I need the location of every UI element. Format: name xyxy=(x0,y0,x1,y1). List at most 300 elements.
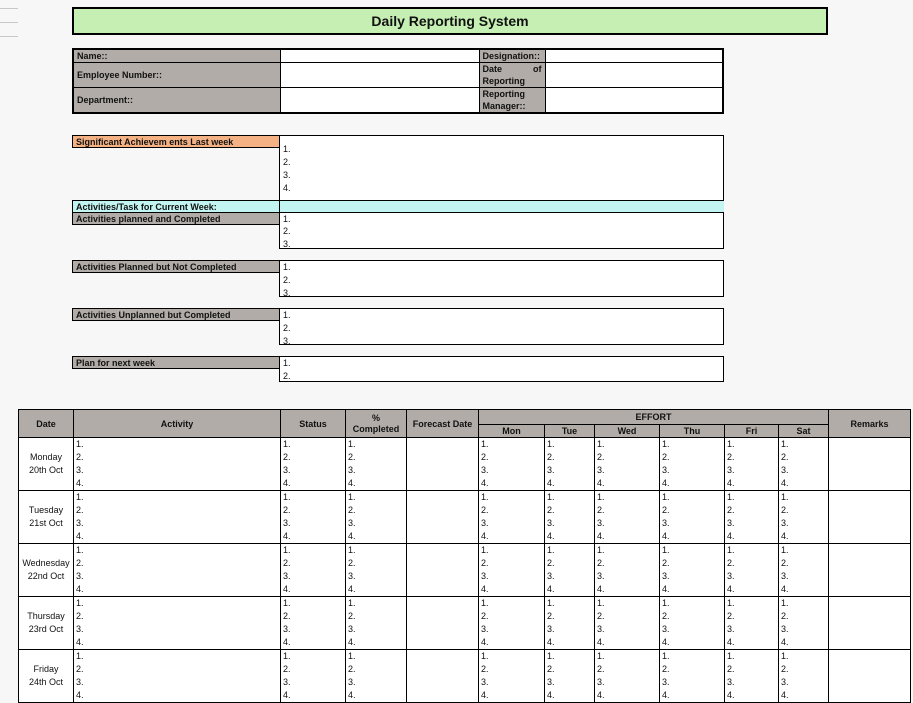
list-number: 1. xyxy=(283,358,291,368)
sat-column-header: Sat xyxy=(779,425,829,438)
table-cell[interactable] xyxy=(595,438,660,491)
list-number: 3. xyxy=(283,571,291,581)
list-number: 2. xyxy=(547,558,555,568)
table-cell[interactable] xyxy=(779,650,829,703)
table-cell[interactable] xyxy=(725,438,779,491)
table-cell[interactable] xyxy=(595,544,660,597)
list-number: 2. xyxy=(597,505,605,515)
list-number: 4. xyxy=(348,690,356,700)
table-cell[interactable] xyxy=(595,650,660,703)
designation-label: Designation:: xyxy=(479,49,545,62)
list-number: 4. xyxy=(283,584,291,594)
date-cell[interactable] xyxy=(19,544,74,597)
list-number: 1. xyxy=(662,439,670,449)
list-number: 3. xyxy=(283,624,291,634)
list-number: 1. xyxy=(481,545,489,555)
forecast-date-cell[interactable] xyxy=(407,491,479,544)
list-number: 3. xyxy=(283,518,291,528)
table-cell[interactable] xyxy=(479,544,545,597)
list-number: 1. xyxy=(781,439,789,449)
list-number: 1. xyxy=(597,598,605,608)
remarks-cell[interactable] xyxy=(829,597,911,650)
list-number: 1. xyxy=(727,492,735,502)
list-number: 2. xyxy=(727,452,735,462)
list-number: 3. xyxy=(481,624,489,634)
list-number: 2. xyxy=(481,664,489,674)
list-number: 2. xyxy=(781,664,789,674)
list-number: 4. xyxy=(547,531,555,541)
list-number: 4. xyxy=(547,637,555,647)
list-number: 3. xyxy=(76,677,84,687)
list-number: 2. xyxy=(76,452,84,462)
table-cell[interactable] xyxy=(545,597,595,650)
list-number: 1. xyxy=(597,492,605,502)
list-number: 1. xyxy=(597,439,605,449)
table-cell[interactable] xyxy=(346,544,407,597)
table-row xyxy=(19,597,911,650)
planned-completed-label: Activities planned and Completed xyxy=(72,212,280,225)
table-cell[interactable] xyxy=(725,597,779,650)
forecast-date-cell[interactable] xyxy=(407,650,479,703)
sheet-gridline xyxy=(0,36,18,37)
list-number: 1. xyxy=(348,545,356,555)
forecast-date-cell[interactable] xyxy=(407,438,479,491)
list-number: 2. xyxy=(781,505,789,515)
list-number: 2. xyxy=(597,452,605,462)
list-number: 3. xyxy=(348,677,356,687)
date-cell[interactable] xyxy=(19,597,74,650)
list-number: 2. xyxy=(283,452,291,462)
table-row xyxy=(19,491,911,544)
list-number: 1. xyxy=(727,598,735,608)
list-number: 2. xyxy=(597,664,605,674)
table-cell[interactable] xyxy=(281,650,346,703)
list-number: 3. xyxy=(662,677,670,687)
table-cell[interactable] xyxy=(479,650,545,703)
list-number: 1. xyxy=(547,492,555,502)
date-cell[interactable] xyxy=(19,438,74,491)
table-cell[interactable] xyxy=(281,544,346,597)
table-cell[interactable] xyxy=(545,650,595,703)
table-cell[interactable] xyxy=(74,438,281,491)
list-number: 2. xyxy=(76,558,84,568)
list-number: 1. xyxy=(283,214,291,224)
list-number: 1. xyxy=(283,439,291,449)
list-number: 4. xyxy=(76,690,84,700)
list-number: 2. xyxy=(547,611,555,621)
list-number: 3. xyxy=(283,465,291,475)
list-number: 1. xyxy=(76,439,84,449)
list-number: 2. xyxy=(76,611,84,621)
list-number: 1. xyxy=(481,651,489,661)
list-number: 4. xyxy=(662,478,670,488)
table-cell[interactable] xyxy=(346,650,407,703)
list-number: 2. xyxy=(283,275,291,285)
sheet-gridline xyxy=(0,8,18,9)
department-label: Department:: xyxy=(73,87,280,113)
list-number: 4. xyxy=(662,531,670,541)
list-number: 4. xyxy=(481,690,489,700)
day-name: Monday xyxy=(29,452,63,462)
list-number: 1. xyxy=(662,545,670,555)
list-number: 4. xyxy=(348,531,356,541)
forecast-date-column-header: Forecast Date xyxy=(407,410,479,438)
employee-number-field[interactable] xyxy=(280,62,479,87)
list-number: 4. xyxy=(781,531,789,541)
name-field[interactable] xyxy=(280,49,479,62)
list-number: 2. xyxy=(283,558,291,568)
list-number: 3. xyxy=(348,571,356,581)
employee-number-label: Employee Number:: xyxy=(73,62,280,87)
list-number: 3. xyxy=(727,465,735,475)
designation-field[interactable] xyxy=(545,49,723,62)
list-number: 4. xyxy=(481,531,489,541)
list-number: 2. xyxy=(662,505,670,515)
list-number: 4. xyxy=(283,690,291,700)
day-name: Tuesday xyxy=(28,505,64,515)
list-number: 1. xyxy=(283,651,291,661)
list-number: 1. xyxy=(662,598,670,608)
list-number: 2. xyxy=(283,505,291,515)
day-date: 23rd Oct xyxy=(28,624,64,634)
list-number: 1. xyxy=(547,651,555,661)
list-number: 2. xyxy=(662,452,670,462)
list-number: 2. xyxy=(727,611,735,621)
table-cell[interactable] xyxy=(660,544,725,597)
list-number: 2. xyxy=(662,664,670,674)
table-row xyxy=(19,544,911,597)
department-field[interactable] xyxy=(280,87,479,113)
reporting-manager-label: Reporting Manager:: xyxy=(479,87,545,113)
planned-completed-box[interactable] xyxy=(279,212,724,249)
day-date: 24th Oct xyxy=(28,677,64,687)
list-number: 4. xyxy=(597,531,605,541)
table-cell[interactable] xyxy=(74,544,281,597)
status-column-header: Status xyxy=(281,410,346,438)
date-cell[interactable] xyxy=(19,650,74,703)
list-number: 2. xyxy=(348,452,356,462)
list-number: 1. xyxy=(481,598,489,608)
list-number: 3. xyxy=(348,518,356,528)
unplanned-completed-box[interactable] xyxy=(279,308,724,345)
table-row xyxy=(19,438,911,491)
list-number: 4. xyxy=(781,478,789,488)
list-number: 2. xyxy=(481,452,489,462)
forecast-date-cell[interactable] xyxy=(407,597,479,650)
list-number: 2. xyxy=(481,611,489,621)
list-number: 4. xyxy=(481,478,489,488)
tue-column-header: Tue xyxy=(545,425,595,438)
list-number: 4. xyxy=(547,584,555,594)
table-cell[interactable] xyxy=(346,491,407,544)
list-number: 3. xyxy=(662,518,670,528)
planned-not-completed-label: Activities Planned but Not Completed xyxy=(72,260,280,273)
list-number: 1. xyxy=(481,492,489,502)
list-number: 3. xyxy=(597,518,605,528)
list-number: 1. xyxy=(283,545,291,555)
list-number: 2. xyxy=(283,323,291,333)
page-title: Daily Reporting System xyxy=(72,7,828,35)
list-number: 2. xyxy=(283,226,291,236)
list-number: 1. xyxy=(283,144,291,154)
list-number: 1. xyxy=(348,492,356,502)
list-number: 4. xyxy=(781,690,789,700)
list-number: 2. xyxy=(283,157,291,167)
list-number: 4. xyxy=(727,531,735,541)
list-number: 1. xyxy=(481,439,489,449)
table-cell[interactable] xyxy=(479,438,545,491)
table-cell[interactable] xyxy=(281,438,346,491)
list-number: 1. xyxy=(283,598,291,608)
list-number: 1. xyxy=(283,310,291,320)
table-cell[interactable] xyxy=(595,491,660,544)
list-number: 1. xyxy=(547,439,555,449)
list-number: 4. xyxy=(76,478,84,488)
list-number: 3. xyxy=(76,624,84,634)
significant-achievements-label: Significant Achievem ents Last week xyxy=(72,135,280,148)
day-date: 20th Oct xyxy=(28,465,64,475)
list-number: 2. xyxy=(727,664,735,674)
list-number: 2. xyxy=(662,611,670,621)
list-number: 1. xyxy=(727,439,735,449)
list-number: 2. xyxy=(727,505,735,515)
table-cell[interactable] xyxy=(725,491,779,544)
list-number: 3. xyxy=(781,571,789,581)
wed-column-header: Wed xyxy=(595,425,660,438)
day-date: 22nd Oct xyxy=(27,571,65,581)
name-label: Name:: xyxy=(73,49,280,62)
table-cell[interactable] xyxy=(479,597,545,650)
day-name: Friday xyxy=(33,664,59,674)
list-number: 1. xyxy=(781,545,789,555)
list-number: 3. xyxy=(348,465,356,475)
day-name: Thursday xyxy=(27,611,65,621)
table-cell[interactable] xyxy=(346,597,407,650)
list-number: 4. xyxy=(283,478,291,488)
table-cell[interactable] xyxy=(545,544,595,597)
list-number: 4. xyxy=(481,637,489,647)
list-number: 2. xyxy=(481,505,489,515)
effort-column-header: EFFORT xyxy=(479,410,829,425)
list-number: 4. xyxy=(597,584,605,594)
list-number: 1. xyxy=(597,545,605,555)
remarks-column-header: Remarks xyxy=(829,410,911,438)
list-number: 2. xyxy=(348,611,356,621)
list-number: 2. xyxy=(76,505,84,515)
list-number: 3. xyxy=(662,571,670,581)
day-date: 21st Oct xyxy=(29,518,63,528)
table-cell[interactable] xyxy=(779,491,829,544)
planned-not-completed-box[interactable] xyxy=(279,260,724,297)
table-cell[interactable] xyxy=(346,438,407,491)
list-number: 3. xyxy=(547,624,555,634)
list-number: 1. xyxy=(348,651,356,661)
list-number: 2. xyxy=(597,611,605,621)
table-cell[interactable] xyxy=(660,650,725,703)
list-number: 4. xyxy=(727,478,735,488)
thu-column-header: Thu xyxy=(660,425,725,438)
list-number: 1. xyxy=(662,651,670,661)
list-number: 3. xyxy=(283,336,291,346)
list-number: 3. xyxy=(76,518,84,528)
list-number: 1. xyxy=(727,651,735,661)
employee-info-table xyxy=(72,48,724,114)
list-number: 2. xyxy=(283,371,291,381)
list-number: 3. xyxy=(547,518,555,528)
list-number: 1. xyxy=(348,598,356,608)
list-number: 2. xyxy=(547,452,555,462)
list-number: 1. xyxy=(547,598,555,608)
list-number: 2. xyxy=(781,558,789,568)
date-of-reporting-label: Date of Reporting xyxy=(479,62,545,87)
list-number: 4. xyxy=(348,637,356,647)
table-cell[interactable] xyxy=(74,491,281,544)
list-number: 1. xyxy=(727,545,735,555)
list-number: 3. xyxy=(781,465,789,475)
list-number: 3. xyxy=(597,465,605,475)
list-number: 1. xyxy=(76,492,84,502)
current-week-label: Activities/Task for Current Week: xyxy=(72,200,280,213)
table-cell[interactable] xyxy=(660,438,725,491)
table-cell[interactable] xyxy=(74,650,281,703)
list-number: 2. xyxy=(348,664,356,674)
table-cell[interactable] xyxy=(545,438,595,491)
activity-column-header: Activity xyxy=(74,410,281,438)
list-number: 3. xyxy=(781,518,789,528)
table-cell[interactable] xyxy=(779,544,829,597)
list-number: 2. xyxy=(547,664,555,674)
list-number: 4. xyxy=(662,584,670,594)
list-number: 3. xyxy=(662,624,670,634)
list-number: 4. xyxy=(727,637,735,647)
list-number: 3. xyxy=(781,677,789,687)
list-number: 4. xyxy=(76,531,84,541)
list-number: 2. xyxy=(781,611,789,621)
list-number: 4. xyxy=(283,531,291,541)
table-cell[interactable] xyxy=(660,491,725,544)
remarks-cell[interactable] xyxy=(829,650,911,703)
list-number: 3. xyxy=(547,677,555,687)
day-name: Wednesday xyxy=(22,558,70,568)
list-number: 4. xyxy=(547,690,555,700)
list-number: 3. xyxy=(348,624,356,634)
list-number: 2. xyxy=(348,558,356,568)
list-number: 1. xyxy=(283,492,291,502)
date-cell[interactable] xyxy=(19,491,74,544)
table-cell[interactable] xyxy=(545,491,595,544)
table-cell[interactable] xyxy=(660,597,725,650)
table-row xyxy=(19,650,911,703)
list-number: 2. xyxy=(727,558,735,568)
table-cell[interactable] xyxy=(74,597,281,650)
list-number: 3. xyxy=(283,239,291,249)
list-number: 3. xyxy=(283,288,291,298)
list-number: 1. xyxy=(76,651,84,661)
list-number: 3. xyxy=(727,677,735,687)
significant-achievements-box[interactable] xyxy=(279,135,724,201)
list-number: 4. xyxy=(597,478,605,488)
list-number: 2. xyxy=(597,558,605,568)
list-number: 4. xyxy=(76,637,84,647)
table-cell[interactable] xyxy=(281,491,346,544)
list-number: 3. xyxy=(481,518,489,528)
reporting-manager-field[interactable] xyxy=(545,87,723,113)
remarks-cell[interactable] xyxy=(829,491,911,544)
list-number: 1. xyxy=(597,651,605,661)
list-number: 4. xyxy=(727,690,735,700)
list-number: 3. xyxy=(727,624,735,634)
table-cell[interactable] xyxy=(725,650,779,703)
list-number: 3. xyxy=(481,465,489,475)
list-number: 2. xyxy=(547,505,555,515)
list-number: 4. xyxy=(662,690,670,700)
list-number: 2. xyxy=(348,505,356,515)
fri-column-header: Fri xyxy=(725,425,779,438)
table-cell[interactable] xyxy=(779,597,829,650)
list-number: 4. xyxy=(597,637,605,647)
list-number: 4. xyxy=(76,584,84,594)
list-number: 3. xyxy=(727,571,735,581)
list-number: 4. xyxy=(283,637,291,647)
plan-next-week-box[interactable] xyxy=(279,356,724,382)
list-number: 1. xyxy=(76,598,84,608)
date-of-reporting-field[interactable] xyxy=(545,62,723,87)
list-number: 4. xyxy=(781,637,789,647)
list-number: 2. xyxy=(481,558,489,568)
list-number: 3. xyxy=(727,518,735,528)
list-number: 3. xyxy=(597,571,605,581)
list-number: 1. xyxy=(348,439,356,449)
list-number: 4. xyxy=(662,637,670,647)
plan-next-week-label: Plan for next week xyxy=(72,356,280,369)
list-number: 4. xyxy=(348,584,356,594)
list-number: 3. xyxy=(283,677,291,687)
list-number: 1. xyxy=(283,262,291,272)
list-number: 3. xyxy=(662,465,670,475)
list-number: 3. xyxy=(597,677,605,687)
list-number: 2. xyxy=(283,611,291,621)
table-cell[interactable] xyxy=(281,597,346,650)
percent-completed-column-header: % Completed xyxy=(346,410,407,438)
date-column-header: Date xyxy=(19,410,74,438)
remarks-cell[interactable] xyxy=(829,438,911,491)
list-number: 4. xyxy=(781,584,789,594)
list-number: 2. xyxy=(76,664,84,674)
list-number: 2. xyxy=(781,452,789,462)
list-number: 4. xyxy=(727,584,735,594)
list-number: 1. xyxy=(76,545,84,555)
mon-column-header: Mon xyxy=(479,425,545,438)
daily-activity-table xyxy=(18,409,911,703)
list-number: 1. xyxy=(781,492,789,502)
table-cell[interactable] xyxy=(479,491,545,544)
list-number: 3. xyxy=(547,571,555,581)
forecast-date-cell[interactable] xyxy=(407,544,479,597)
current-week-bar xyxy=(279,201,724,212)
remarks-cell[interactable] xyxy=(829,544,911,597)
list-number: 2. xyxy=(283,664,291,674)
sheet-gridline xyxy=(0,22,18,23)
list-number: 3. xyxy=(481,677,489,687)
table-cell[interactable] xyxy=(779,438,829,491)
list-number: 3. xyxy=(781,624,789,634)
list-number: 4. xyxy=(597,690,605,700)
table-cell[interactable] xyxy=(595,597,660,650)
table-cell[interactable] xyxy=(725,544,779,597)
list-number: 4. xyxy=(481,584,489,594)
list-number: 4. xyxy=(348,478,356,488)
list-number: 1. xyxy=(781,651,789,661)
